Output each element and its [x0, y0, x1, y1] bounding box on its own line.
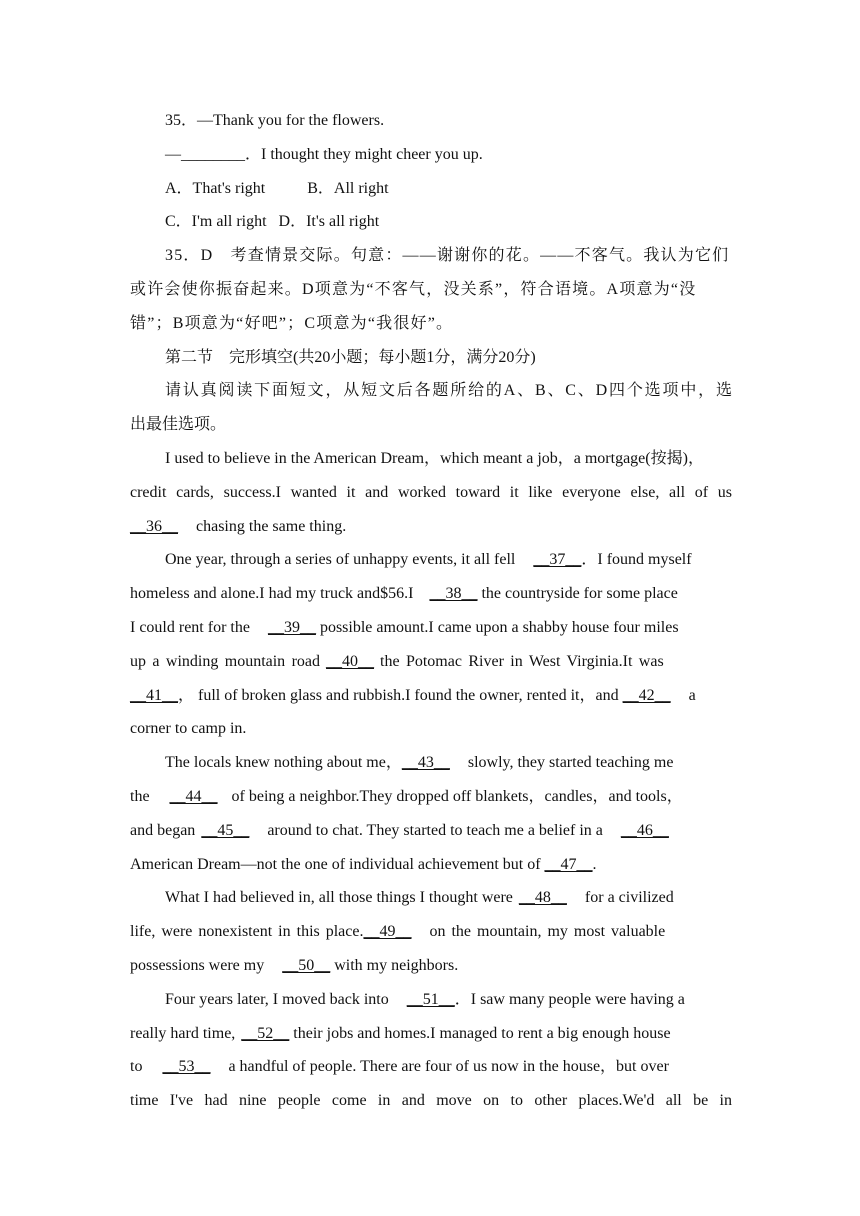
passage-p3-line-4: American Dream—not the one of individual achievement but of __47__.	[130, 848, 732, 882]
passage-p5-line-4: time I've had nine people come in and move on to other places.We'd all be in	[130, 1092, 732, 1110]
passage-p1-line-3: __36__ chasing the same thing.	[130, 510, 732, 544]
passage-p4-line-3: possessions were my __50__ with my neighbors.	[130, 949, 732, 983]
passage-p1-line-2: credit cards, success.I wanted it and worked toward it like everyone else, all of us	[130, 483, 732, 501]
q35-answer-line-1: 35．D 考查情景交际。句意：——谢谢你的花。——不客气。我认为它们	[165, 247, 730, 265]
option-a: A．That's right	[165, 179, 266, 197]
q35-reply: —________．I thought they might cheer you up.	[165, 145, 483, 163]
blank-46: __46__	[620, 821, 669, 839]
passage-p2-line-5: __41__， full of broken glass and rubbish.I found the owner, rented it，and __42__ a	[130, 679, 732, 713]
option-d: D．It's all right	[278, 213, 380, 231]
blank-36: __36__	[130, 517, 178, 535]
blank-41: __41__	[130, 686, 178, 704]
document-page	[130, 104, 732, 1118]
passage-p5-line-2: really hard time, __52__ their jobs and homes.I managed to rent a big enough house	[130, 1017, 732, 1051]
passage-p3-line-3: and began __45__ around to chat. They started to teach me a belief in a __46__	[130, 814, 732, 848]
blank-49: __49__	[363, 923, 412, 941]
q35-stem: 35．—Thank you for the flowers.	[165, 112, 385, 129]
blank-50: __50__	[282, 956, 331, 974]
passage-p4-line-1: What I had believed in, all those things I thought were __48__ for a civilized	[130, 881, 732, 915]
passage-p4-line-2: life, were nonexistent in this place.__49__ on the mountain, my most valuable	[130, 915, 732, 949]
blank-45: __45__	[201, 821, 250, 839]
blank-42: __42__	[622, 686, 671, 704]
blank-39: __39__	[267, 618, 316, 636]
passage-p2-line-2: homeless and alone.I had my truck and$56.I __38__ the countryside for some place	[130, 577, 732, 611]
passage-p5-line-3: to __53__ a handful of people. There are four of us now in the house，but over	[130, 1050, 732, 1084]
q35-options-cd	[130, 205, 732, 239]
q35-answer-line-3: 错”；B项意为“好吧”；C项意为“我很好”。	[130, 314, 454, 332]
section-title: 第二节 完形填空(共20小题；每小题1分，满分20分)	[165, 348, 536, 366]
passage-p2-line-6: corner to camp in.	[130, 720, 247, 738]
q35-blank: ________	[181, 145, 245, 163]
passage-p1-line-1: I used to believe in the American Dream，which meant a job，a mortgage(按揭)，	[165, 449, 704, 467]
q35-options-ab	[130, 172, 732, 206]
section-instruction-line-2: 出最佳选项。	[130, 416, 227, 434]
blank-43: __43__	[401, 754, 450, 772]
passage-p3-line-1: The locals knew nothing about me，__43__ slowly, they started teaching me	[130, 746, 732, 780]
blank-38: __38__	[429, 585, 478, 603]
q35-answer-line-2: 或许会使你振奋起来。D项意为“不客气，没关系”，符合语境。A项意为“没	[130, 280, 697, 298]
passage-p2-line-4: up a winding mountain road __40__ the Potomac River in West Virginia.It was	[130, 645, 732, 679]
blank-53: __53__	[162, 1058, 211, 1076]
blank-37: __37__	[533, 551, 582, 569]
passage-p2-line-3: I could rent for the __39__ possible amount.I came upon a shabby house four miles	[130, 611, 732, 645]
blank-48: __48__	[518, 889, 567, 907]
option-b: B．All right	[307, 179, 389, 197]
section-instruction-line-1: 请认真阅读下面短文，从短文后各题所给的A、B、C、D四个选项中，选	[165, 382, 732, 400]
blank-40: __40__	[326, 652, 375, 670]
option-c: C．I'm all right	[165, 213, 267, 231]
blank-52: __52__	[241, 1024, 290, 1042]
blank-47: __47__	[544, 855, 593, 873]
passage-p3-line-2: the __44__ of being a neighbor.They dropped off blankets，candles，and tools，	[130, 780, 732, 814]
blank-51: __51__	[406, 990, 455, 1008]
passage-p5-line-1: Four years later, I moved back into __51__．I saw many people were having a	[130, 983, 732, 1017]
blank-44: __44__	[169, 787, 218, 805]
passage-p2-line-1: One year, through a series of unhappy events, it all fell __37__．I found myself	[130, 543, 732, 577]
